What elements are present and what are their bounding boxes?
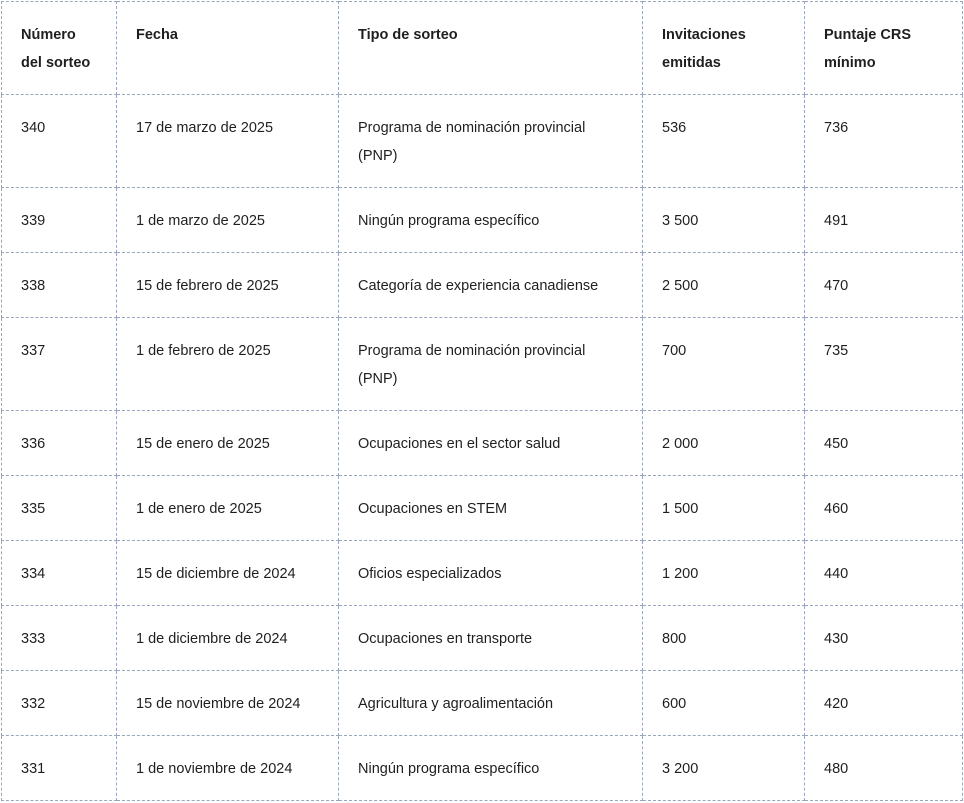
cell-date: 1 de enero de 2025 <box>117 476 339 541</box>
cell-draw-type: Ocupaciones en transporte <box>339 606 643 671</box>
table-row <box>2 606 963 671</box>
cell-min-crs: 735 <box>805 318 963 411</box>
cell-invitations: 2 000 <box>643 411 805 476</box>
cell-min-crs: 736 <box>805 95 963 188</box>
cell-draw-number: 331 <box>2 736 117 801</box>
cell-draw-number: 337 <box>2 318 117 411</box>
table-row <box>2 318 963 411</box>
header-invitations: Invitaciones emitidas <box>643 2 805 95</box>
cell-date: 1 de diciembre de 2024 <box>117 606 339 671</box>
cell-draw-type: Agricultura y agroalimentación <box>339 671 643 736</box>
cell-min-crs: 470 <box>805 253 963 318</box>
cell-min-crs: 491 <box>805 188 963 253</box>
header-min-crs: Puntaje CRS mínimo <box>805 2 963 95</box>
table-row <box>2 541 963 606</box>
cell-min-crs: 450 <box>805 411 963 476</box>
table-row <box>2 95 963 188</box>
cell-invitations: 2 500 <box>643 253 805 318</box>
cell-draw-number: 340 <box>2 95 117 188</box>
draws-table-container <box>1 1 962 800</box>
cell-date: 15 de enero de 2025 <box>117 411 339 476</box>
cell-draw-type: Ningún programa específico <box>339 736 643 801</box>
header-draw-type: Tipo de sorteo <box>339 2 643 95</box>
cell-draw-type: Programa de nominación provincial (PNP) <box>339 95 643 188</box>
cell-draw-type: Ocupaciones en el sector salud <box>339 411 643 476</box>
cell-draw-type: Categoría de experiencia canadiense <box>339 253 643 318</box>
cell-draw-type: Oficios especializados <box>339 541 643 606</box>
cell-invitations: 536 <box>643 95 805 188</box>
cell-date: 15 de noviembre de 2024 <box>117 671 339 736</box>
header-draw-number: Número del sorteo <box>2 2 117 95</box>
cell-min-crs: 420 <box>805 671 963 736</box>
cell-date: 17 de marzo de 2025 <box>117 95 339 188</box>
cell-min-crs: 440 <box>805 541 963 606</box>
cell-invitations: 600 <box>643 671 805 736</box>
cell-date: 1 de marzo de 2025 <box>117 188 339 253</box>
cell-date: 15 de febrero de 2025 <box>117 253 339 318</box>
table-row <box>2 476 963 541</box>
cell-draw-number: 339 <box>2 188 117 253</box>
cell-draw-type: Ocupaciones en STEM <box>339 476 643 541</box>
cell-draw-number: 334 <box>2 541 117 606</box>
cell-draw-type: Programa de nominación provincial (PNP) <box>339 318 643 411</box>
cell-invitations: 1 200 <box>643 541 805 606</box>
cell-draw-number: 336 <box>2 411 117 476</box>
cell-invitations: 3 500 <box>643 188 805 253</box>
draws-table <box>1 1 963 801</box>
cell-invitations: 1 500 <box>643 476 805 541</box>
cell-invitations: 700 <box>643 318 805 411</box>
table-row <box>2 736 963 801</box>
table-row <box>2 253 963 318</box>
cell-draw-number: 338 <box>2 253 117 318</box>
table-row <box>2 411 963 476</box>
cell-date: 1 de febrero de 2025 <box>117 318 339 411</box>
cell-draw-number: 335 <box>2 476 117 541</box>
cell-min-crs: 430 <box>805 606 963 671</box>
cell-draw-number: 333 <box>2 606 117 671</box>
cell-invitations: 3 200 <box>643 736 805 801</box>
cell-draw-type: Ningún programa específico <box>339 188 643 253</box>
table-header-row <box>2 2 963 95</box>
table-row <box>2 188 963 253</box>
cell-date: 1 de noviembre de 2024 <box>117 736 339 801</box>
header-date: Fecha <box>117 2 339 95</box>
cell-date: 15 de diciembre de 2024 <box>117 541 339 606</box>
cell-invitations: 800 <box>643 606 805 671</box>
cell-min-crs: 460 <box>805 476 963 541</box>
cell-draw-number: 332 <box>2 671 117 736</box>
cell-min-crs: 480 <box>805 736 963 801</box>
table-row <box>2 671 963 736</box>
